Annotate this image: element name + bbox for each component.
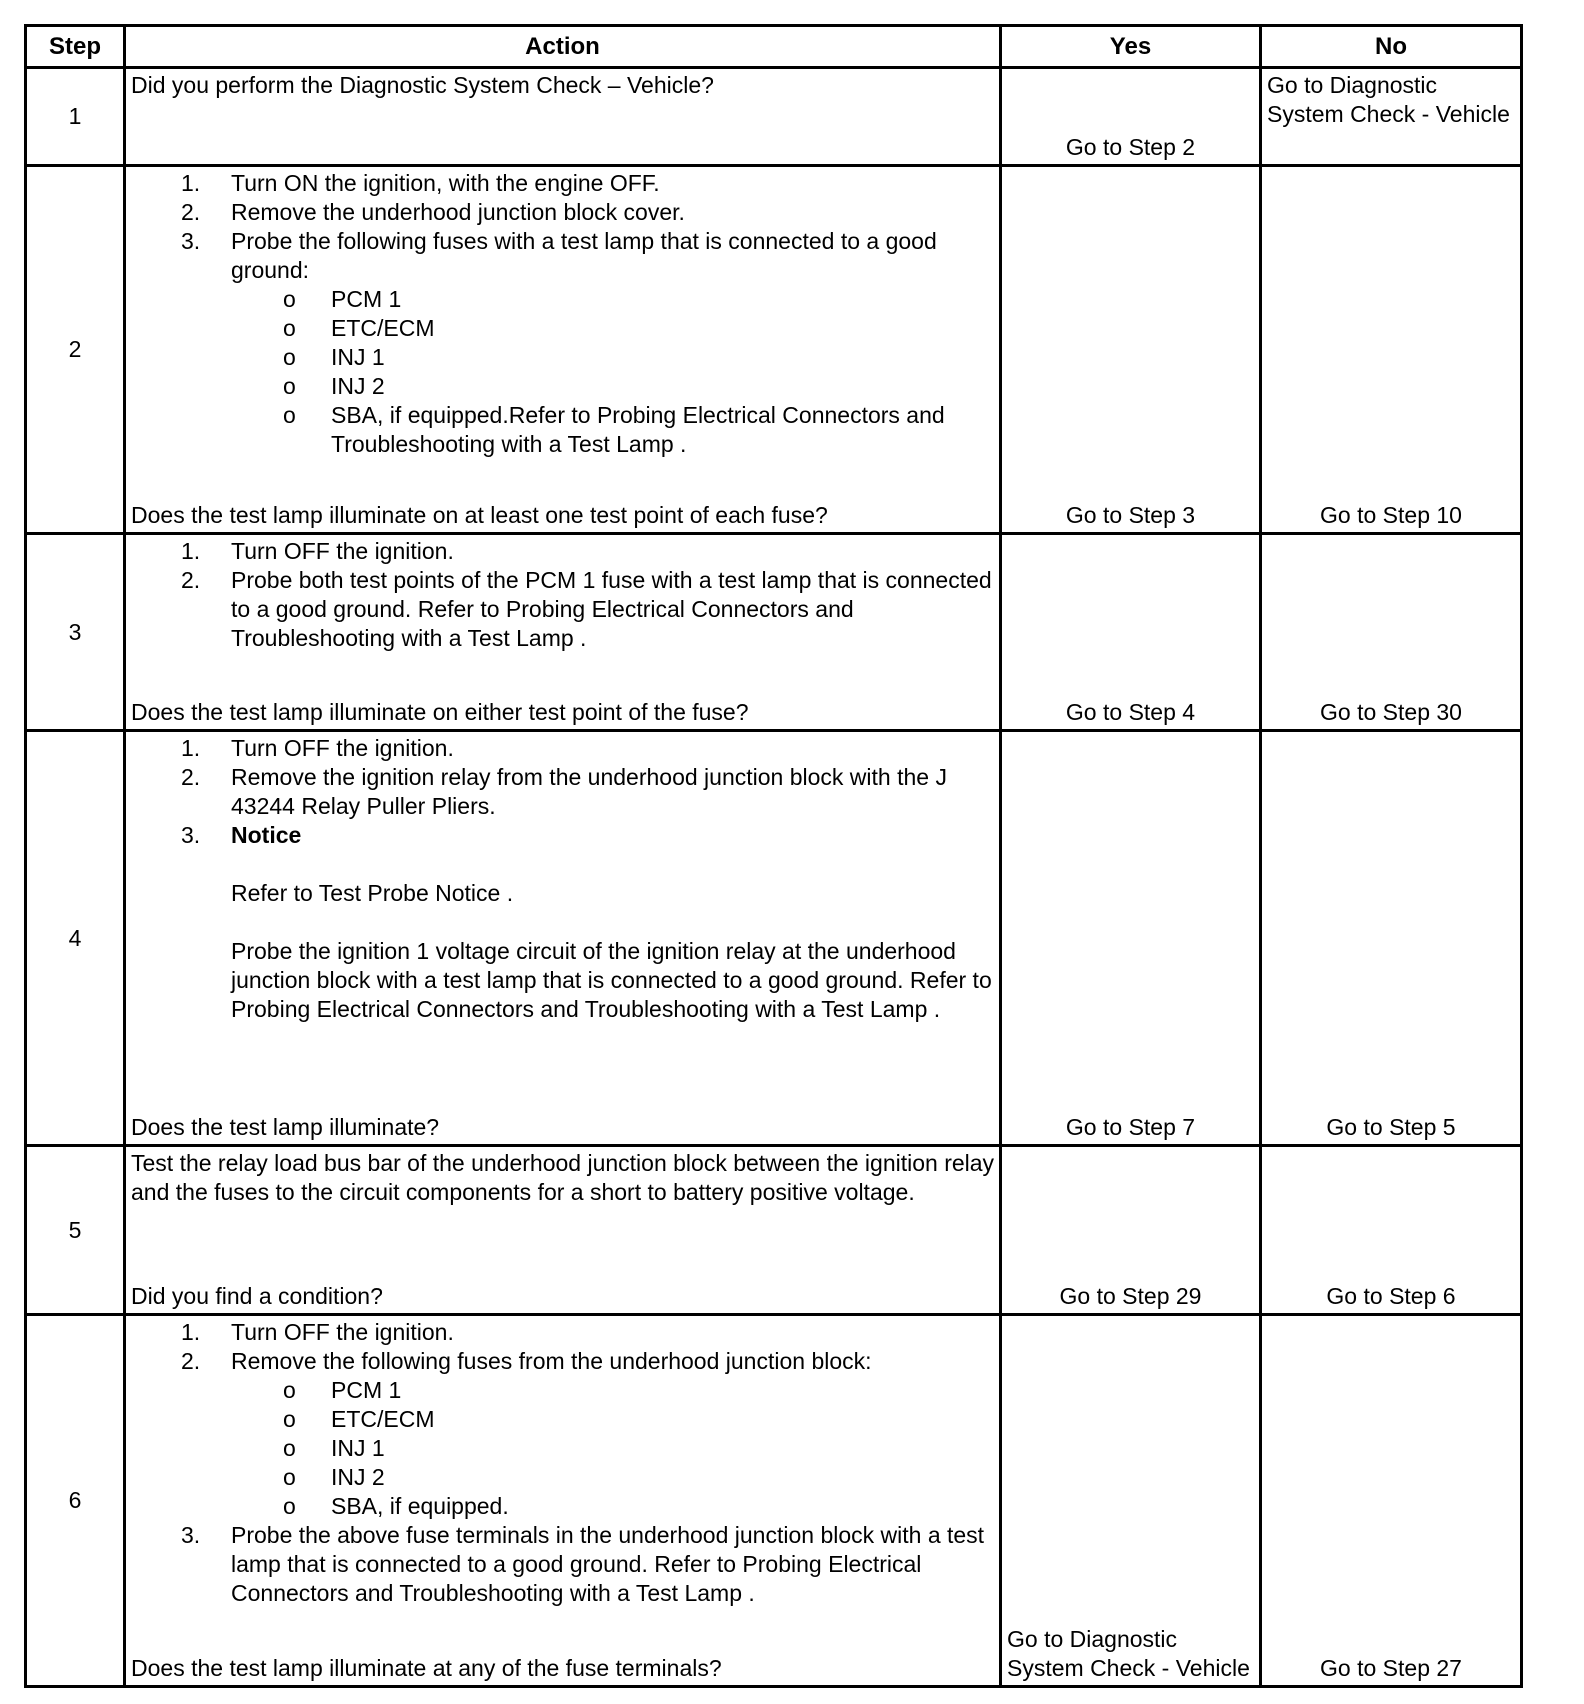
list-item: 1. Turn OFF the ignition.	[181, 538, 454, 564]
table-row	[26, 731, 1522, 1146]
table-row	[26, 534, 1522, 731]
list-item: o INJ 2	[283, 1464, 385, 1490]
list-item: o INJ 1	[283, 1435, 385, 1461]
list-item: o SBA, if equipped.	[283, 1493, 509, 1519]
step-list	[131, 734, 995, 1024]
step-list	[131, 537, 995, 653]
no-cell: Go to Step 27	[1261, 1315, 1522, 1687]
yes-cell: Go to Step 3	[1001, 166, 1261, 534]
header-no: No	[1261, 26, 1522, 68]
list-item: 2. Remove the ignition relay from the underhood junction block with the J 43244 Relay Puller Pliers.	[181, 764, 947, 819]
step-number: 2	[26, 166, 125, 534]
diagnostic-table	[24, 24, 1523, 1688]
list-item: 3. Probe the above fuse terminals in the underhood junction block with a test lamp that is connected to a good ground. Refer to Probing Electrical Connectors and Troubleshooting with a Test Lamp .	[181, 1522, 985, 1606]
yes-cell: Go to Diagnostic System Check - Vehicle	[1001, 1315, 1261, 1687]
table-row	[26, 1146, 1522, 1315]
header-action: Action	[125, 26, 1001, 68]
table-row	[26, 68, 1522, 166]
list-item: o INJ 1	[283, 344, 385, 370]
list-item: 1. Turn OFF the ignition.	[181, 735, 454, 761]
question-text: Does the test lamp illuminate on at least one test point of each fuse?	[131, 502, 828, 528]
fuse-list	[231, 285, 995, 459]
question-text: Does the test lamp illuminate?	[131, 1114, 440, 1140]
table-row	[26, 166, 1522, 534]
no-cell: Go to Step 10	[1261, 166, 1522, 534]
list-item: o ETC/ECM	[283, 1406, 435, 1432]
list-item: o SBA, if equipped.Refer to Probing Electrical Connectors and Troubleshooting with a Test Lamp .	[283, 402, 945, 457]
fuse-list	[231, 1376, 995, 1521]
list-item: 1. Turn ON the ignition, with the engine OFF.	[181, 170, 660, 196]
table-row	[26, 1315, 1522, 1687]
list-item: o PCM 1	[283, 1377, 402, 1403]
step-number: 4	[26, 731, 125, 1146]
action-cell	[125, 534, 1001, 731]
list-item: 2. Remove the following fuses from the underhood junction block: o PCM 1 o ETC/ECM o INJ 1 o INJ 2 o SBA, if equipped.	[131, 1347, 995, 1521]
header-yes: Yes	[1001, 26, 1261, 68]
action-cell	[125, 68, 1001, 166]
question-text: Did you perform the Diagnostic System Check – Vehicle?	[131, 72, 714, 98]
yes-cell: Go to Step 4	[1001, 534, 1261, 731]
step-number: 6	[26, 1315, 125, 1687]
yes-cell: Go to Step 2	[1001, 68, 1261, 166]
list-item: 1. Turn OFF the ignition.	[181, 1319, 454, 1345]
step-number: 1	[26, 68, 125, 166]
probe-text: Probe the ignition 1 voltage circuit of the ignition relay at the underhood junction block with a test lamp that is connected to a good ground. Refer to Probing Electrical Connectors and Troubleshooting with a Test Lamp .	[231, 938, 992, 1022]
no-cell: Go to Diagnostic System Check - Vehicle	[1261, 68, 1522, 166]
action-cell	[125, 1315, 1001, 1687]
list-item: 3. Probe the following fuses with a test lamp that is connected to a good ground: o PCM 1 o ETC/ECM o INJ 1 o INJ 2 o SBA, if equipped.Refer to Probing Electrical Connectors and Troubleshooting with a Test Lamp .	[131, 227, 995, 459]
question-text: Did you find a condition?	[131, 1283, 383, 1309]
header-step: Step	[26, 26, 125, 68]
step-number: 5	[26, 1146, 125, 1315]
list-item: o ETC/ECM	[283, 315, 435, 341]
step-list	[131, 169, 995, 459]
list-item: 3. Notice Refer to Test Probe Notice . Probe the ignition 1 voltage circuit of the ignition relay at the underhood junction block with a test lamp that is connected to a good ground. Refer to Probing Electrical Connectors and Troubleshooting with a Test Lamp .	[131, 821, 995, 1024]
no-cell: Go to Step 6	[1261, 1146, 1522, 1315]
notice-heading: Notice	[231, 822, 302, 848]
list-item: o PCM 1	[283, 286, 402, 312]
notice-text: Refer to Test Probe Notice .	[231, 880, 514, 906]
yes-cell: Go to Step 7	[1001, 731, 1261, 1146]
list-item: 2. Remove the underhood junction block cover.	[181, 199, 685, 225]
question-text: Does the test lamp illuminate on either test point of the fuse?	[131, 699, 749, 725]
header-row	[26, 26, 1522, 68]
action-text: Test the relay load bus bar of the underhood junction block between the ignition relay and the fuses to the circuit components for a short to battery positive voltage.	[131, 1150, 995, 1205]
yes-cell: Go to Step 29	[1001, 1146, 1261, 1315]
list-item: 2. Probe both test points of the PCM 1 fuse with a test lamp that is connected to a good ground. Refer to Probing Electrical Connectors and Troubleshooting with a Test Lamp .	[181, 567, 992, 651]
step-number: 3	[26, 534, 125, 731]
question-text: Does the test lamp illuminate at any of the fuse terminals?	[131, 1655, 722, 1681]
action-cell	[125, 731, 1001, 1146]
action-cell	[125, 1146, 1001, 1315]
no-cell: Go to Step 5	[1261, 731, 1522, 1146]
action-cell	[125, 166, 1001, 534]
list-item: o INJ 2	[283, 373, 385, 399]
no-cell: Go to Step 30	[1261, 534, 1522, 731]
step-list	[131, 1318, 995, 1608]
